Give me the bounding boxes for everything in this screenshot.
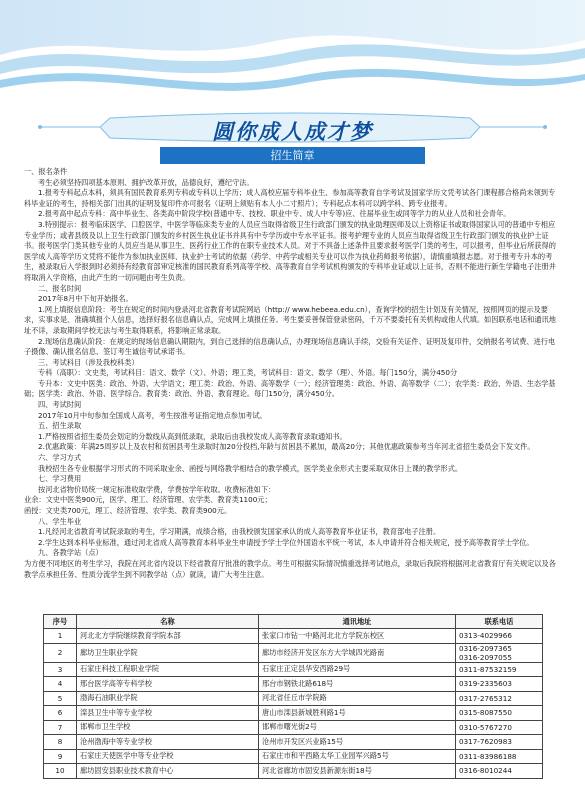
cell-address: 河北省廊坊市固安县新源东街18号 bbox=[259, 764, 456, 779]
cell-name: 河北北方学院继续教育学院本部 bbox=[77, 629, 259, 644]
paragraph: 五、招生录取 bbox=[38, 421, 82, 431]
paragraph: 2.学生达到本科毕业标准，通过河北省成人高等教育本科毕业生申请授予学士学位外国语水平统一考试，本人申请并符合相关规定，授予高等教育学士学位。 bbox=[38, 537, 534, 547]
cell-address: 张家口市钻一中路河北北方学院东校区 bbox=[259, 629, 456, 644]
cell-phone: 0311-87532159 bbox=[456, 662, 543, 677]
paragraph: 为方便不同地区的考生学习，我院在河北省内设以下经省教育厅批准的教学点。考生可根据实际情况慎重选择考试地点，录取后我院将根据河北省教育厅有关规定以及各教学点承担任务、性质分流学生到不同教学站（点）就读，请广大考生注意。 bbox=[24, 558, 556, 579]
page-title: 圆你成人成才梦 bbox=[212, 119, 373, 144]
cell-address: 河北省任丘市学院路 bbox=[259, 691, 456, 706]
paragraph: 业余：文史中医类900元，医学、理工、经济管理、农学类、教育类1100元； bbox=[24, 495, 272, 505]
cell-phone: 0319-2335603 bbox=[456, 677, 543, 692]
table-row bbox=[44, 720, 543, 735]
paragraph: 考生必须坚持四项基本原则、拥护改革开放，品德良好，遵纪守法。 bbox=[38, 177, 254, 187]
paragraph: 六、学习方式 bbox=[38, 453, 82, 463]
table-row bbox=[44, 691, 543, 706]
cell-phone: 0310-5767270 bbox=[456, 720, 543, 735]
cell-name: 邢台医学高等专科学校 bbox=[77, 677, 259, 692]
col-header-name: 名称 bbox=[77, 615, 259, 629]
cell-name: 石家庄科技工程职业学院 bbox=[77, 662, 259, 677]
paragraph: 四、考试时间 bbox=[38, 400, 82, 410]
paragraph: 2.优惠政策：年满25周岁以上及农村和贫困县考生录取时加20分投档,年龄与贫困县不累加，最高20分；其他优惠政策参考当年河北省招生委员会下发文件。 bbox=[38, 442, 535, 452]
cell-no: 7 bbox=[44, 720, 77, 735]
cell-name: 沧州渤海中等专业学校 bbox=[77, 735, 259, 750]
cell-no: 3 bbox=[44, 662, 77, 677]
table-row bbox=[44, 677, 543, 692]
cell-phone: 0317-2765312 bbox=[456, 691, 543, 706]
cell-phone: 0313-4029966 bbox=[456, 629, 543, 644]
paragraph: 1.报考专科起点本科，须具有国民教育系列专科或专科以上学历；成人高校应届专科毕业生、参加高等教育自学考试及国家学历文凭考试各门课程都合格尚未领到专科毕业证的考生，持相关部门出具的证明及复印件亦可报名（证明上须贴有本人小二寸照片）；专科起点本科可以跨学科、跨专业报考。 bbox=[24, 188, 556, 208]
cell-no: 5 bbox=[44, 691, 77, 706]
cell-no: 10 bbox=[44, 764, 77, 779]
paragraph: 2.报考高中起点专科：高中毕业生、各类高中阶段学校(普通中专、技校、职业中专、成人中专等)应、往届毕业生或同等学力的从业人员和社会青年。 bbox=[38, 209, 511, 219]
cell-phone: 0315-8087550 bbox=[456, 706, 543, 721]
paragraph: 1.网上填报信息阶段：考生在规定的时间内登录河北省教育考试院网站（http:// www.hebeea.edu.cn），查询学校的招生计划及有关情况，按照网页的提示及要求，实事求是、准确填报个人信息，选择好报名信息确认点，完成网上填报任务。考生要妥善保管登录密码，千万不要委托有关机构或他人代填。如因联系电话和通讯地址不详，录取期间学校无法与考生取得联系，将影响正常录取。 bbox=[24, 304, 556, 335]
table-row bbox=[44, 706, 543, 721]
paragraph: 3.特别提示：报考临床医学、口腔医学、中医学等临床类专业的人员应当取得省级卫生行政部门颁发的执业助理医师及以上资格证书或取得国家认可的普通中专相应专业学历；或者县级及以上卫生行政部门颁发的乡村医生执业证书并具有中专学历或中专水平证书。报考护理专业的人员应当取得省级卫生行政部门颁发的执业护士证书。报考医学门类其他专业的人员应当是从事卫生、医药行业工作的在职专业技术人员。对于不具备上述条件且要求报考医学门类的考生，可以报考，但毕业后所获得的医学成人高等学历文凭将不能作为参加执业医师、执业护士考试的依据（药学、中药学或相关专业可以作为执业药师报考依据），请慎重填报志愿。对于报考专升本的考生，被录取后入学报到时必须持有经教育部审定核准的国民教育系列高等学校、高等教育自学考试机构颁发的专科毕业证或以上证书，否则不能进行新生学籍电子注册并将取消入学资格，由此产生的一切问题由考生负责。 bbox=[24, 219, 556, 282]
teaching-sites-table bbox=[43, 614, 543, 779]
cell-name: 邯郸市卫生学校 bbox=[77, 720, 259, 735]
cell-no: 2 bbox=[44, 643, 77, 662]
cell-no: 9 bbox=[44, 749, 77, 764]
header-wave-decoration bbox=[0, 0, 585, 110]
cell-no: 4 bbox=[44, 677, 77, 692]
paragraph: 二、报名时间 bbox=[38, 283, 82, 293]
cell-name: 廊坊卫生职业学院 bbox=[77, 643, 259, 662]
cell-address: 唐山市滦县新城胜利路1号 bbox=[259, 706, 456, 721]
table-row bbox=[44, 735, 543, 750]
paragraph: 一、报名条件 bbox=[24, 167, 68, 176]
col-header-address: 通讯地址 bbox=[259, 615, 456, 629]
cell-no: 8 bbox=[44, 735, 77, 750]
paragraph: 八、学生毕业 bbox=[38, 516, 82, 526]
brochure-body bbox=[24, 167, 561, 580]
cell-address: 邢台市钢铁北路618号 bbox=[259, 677, 456, 692]
cell-no: 6 bbox=[44, 706, 77, 721]
paragraph: 专升本：文史中医类：政治、外语、大学语文；理工类：政治、外语、高等数学（一）；经济管理类：政治、外语、高等数学（二）；农学类：政治、外语、生态学基础；医学类：政治、外语、医学综合。教育类：政治、外语、教育理论。每门150分，满分450分。 bbox=[24, 378, 556, 399]
paragraph: 1.凡经河北省教育考试院录取的考生，学习期满，成绩合格，由我校颁发国家承认的成人高等教育毕业证书，教育部电子注册。 bbox=[38, 527, 441, 537]
cell-phone: 0317-7620983 bbox=[456, 735, 543, 750]
table-row bbox=[44, 662, 543, 677]
cell-name: 滦县卫生中等专业学校 bbox=[77, 706, 259, 721]
paragraph: 2017年10月中旬参加全国成人高考，考生按准考证指定地点参加考试。 bbox=[38, 410, 267, 420]
cell-name: 渤海石油职业学院 bbox=[77, 691, 259, 706]
table-row bbox=[44, 629, 543, 644]
paragraph: 七、学习费用 bbox=[38, 474, 82, 484]
cell-address: 石家庄市和平西路太华工业园军兴路5号 bbox=[259, 749, 456, 764]
paragraph: 1.严格按照省招生委员会划定的分数线从高到低录取，录取后由我校发成人高等教育录取通知书。 bbox=[38, 431, 347, 441]
cell-address: 邯郸市曙光街2号 bbox=[259, 720, 456, 735]
cell-phone: 0311-83986188 bbox=[456, 749, 543, 764]
cell-address: 廊坊市经济开发区东方大学城四光路南 bbox=[259, 643, 456, 662]
paragraph: 2017年8月中下旬开始报名。 bbox=[38, 294, 133, 304]
col-header-no: 序号 bbox=[44, 615, 77, 629]
table-row bbox=[44, 749, 543, 764]
paragraph: 按河北省物价局统一规定标准收取学费，学费按学年收取。收费标准如下： bbox=[38, 484, 276, 494]
paragraph: 2.现场信息确认阶段：在规定的现场信息确认期限内，到自己选择的信息确认点，办理现场信息确认手续，交验有关证件、证明及复印件，交纳报名考试费、进行电子摄像、确认报名信息、签订考生诚信考试承诺书。 bbox=[24, 336, 556, 357]
table-row bbox=[44, 764, 543, 779]
cell-name: 廊坊固安县职业技术教育中心 bbox=[77, 764, 259, 779]
cell-address: 沧州市开发区兴业路15号 bbox=[259, 735, 456, 750]
cell-no: 1 bbox=[44, 629, 77, 644]
paragraph: 我校招生各专业根据学习形式的不同采取业余、函授与网络教学相结合的教学模式，医学类业余形式主要采取双休日上课的教学形式。 bbox=[38, 463, 463, 473]
paragraph: 九、各教学站（点） bbox=[38, 548, 103, 558]
cell-phone: 0316-2097365 0316-2097055 bbox=[456, 643, 543, 662]
col-header-phone: 联系电话 bbox=[456, 615, 543, 629]
cell-phone: 0316-8010244 bbox=[456, 764, 543, 779]
paragraph: 函授：文史类700元，理工、经济管理、农学类、教育类900元。 bbox=[24, 506, 232, 515]
paragraph: 三、考试科目（涉及我校科类） bbox=[38, 357, 139, 367]
cell-address: 石家庄正定县华安西路29号 bbox=[259, 662, 456, 677]
paragraph: 专科（高职）：文史类，考试科目：语文、数学（文）、外语；理工类，考试科目：语文、数学（理）、外语。每门150分，满分450分 bbox=[38, 368, 458, 378]
table-header-row bbox=[44, 615, 543, 629]
page-subtitle: 招生简章 bbox=[160, 147, 425, 164]
cell-name: 石家庄天使医学中等专业学校 bbox=[77, 749, 259, 764]
table-row bbox=[44, 643, 543, 662]
